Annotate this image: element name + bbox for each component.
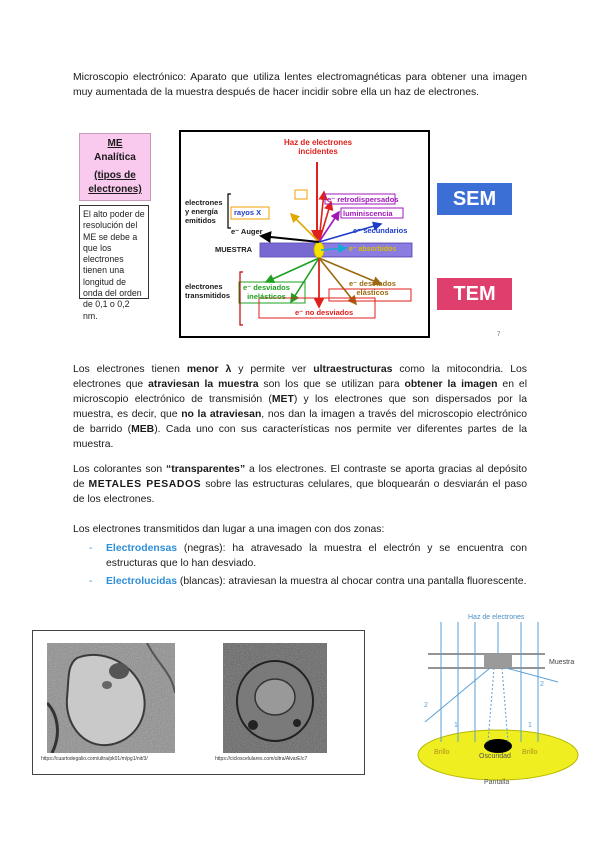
me-types-line1: (tipos de xyxy=(94,170,136,181)
resolution-note: El alto poder de resolución del ME se debe a que los electrones tienen una longitud de onda del orden de 0,1 o 0,2 nm. xyxy=(79,205,149,299)
tem-ray-number: 1 xyxy=(454,722,458,729)
micrograph-right-caption: https://cicloscelulares.com/ultra/AlvarE/c7 xyxy=(215,756,308,762)
electron-interaction-diagram xyxy=(179,130,430,338)
tem-sample-label: Muestra xyxy=(549,659,575,666)
me-subtitle: Analítica xyxy=(94,152,136,163)
zones-list xyxy=(73,542,527,594)
luminescence-label: luminiscencia xyxy=(343,209,393,218)
emitted-label: electrones y energía emitidos xyxy=(185,198,223,225)
me-types-line2: electrones) xyxy=(88,184,142,195)
transmitted-label: electrones transmitidos xyxy=(185,282,231,300)
tem-ray-number: 2 xyxy=(424,702,428,709)
tem-ray-number: 1 xyxy=(528,722,532,729)
intro-paragraph: Microscopio electrónico: Aparato que utiliza lentes electromagnéticas para obtener una imagen muy aumentada de la muestra después de hacer incidir sobre ella un haz de electrones. xyxy=(73,72,527,98)
specimen-label: MUESTRA xyxy=(215,245,253,254)
inelastic-label: e⁻ desviados inelásticos xyxy=(243,283,290,301)
backscattered-label: e⁻ retrodispersados xyxy=(327,195,399,204)
auger-label: e⁻ Auger xyxy=(231,227,263,236)
undeflected-label: e⁻ no desviados xyxy=(295,308,354,317)
tem-ray-number: 2 xyxy=(540,681,544,688)
sem-badge: SEM xyxy=(437,183,512,215)
paragraph-electrons: Los electrones tienen menor λ y permite ver ultraestructuras como la mitocondria. Los electrones que atraviesan la muestra son los que se utilizan para obtener la imagen en el microscopio electrónico de transmisión (MET) y los electrones que son dispersados por la muestra, es decir, que no la atraviesan, nos dan la imagen a través del microscopio electrónico de barrido (MEB). Cada uno con sus características nos permite ver diferentes partes de la muestra. xyxy=(73,364,527,450)
micrograph-right-image xyxy=(223,643,327,753)
xrays-label: rayos X xyxy=(234,208,262,217)
incident-beam-label: Haz de electrones incidentes xyxy=(283,138,353,156)
slide-number: 7 xyxy=(497,332,501,338)
paragraph-zones: Los electrones transmitidos dan lugar a una imagen con dos zonas: xyxy=(73,524,385,535)
tem-dark-label: Oscuridad xyxy=(479,753,511,760)
list-item: - Electrodensas (negras): ha atravesado la muestra el electrón y se encuentra con estructuras que lo han desviado. xyxy=(73,542,527,571)
micrograph-left-image xyxy=(47,643,175,753)
list-item: - Electrolucidas (blancas): atraviesan la muestra al chocar contra una pantalla fluorescente. xyxy=(73,575,527,590)
tem-contrast-diagram xyxy=(410,612,585,790)
tem-bright-left-label: Brillo xyxy=(434,749,450,756)
tem-bright-right-label: Brillo xyxy=(522,749,538,756)
me-title: ME xyxy=(107,138,123,149)
tem-beam-label: Haz de electrones xyxy=(468,614,525,621)
tem-badge: TEM xyxy=(437,278,512,310)
elastic-label: e⁻ desviados elásticos xyxy=(349,279,396,297)
me-analitica-box xyxy=(79,133,151,201)
absorbed-label: e⁻ absorbidos xyxy=(349,246,397,253)
micrograph-left-caption: https://cuartodegalio.com/ultra/pk01/m/pg1/nit/3/ xyxy=(41,756,148,762)
micrograph-panel xyxy=(32,630,365,775)
paragraph-colorants: Los colorantes son “transparentes” a los electrones. El contraste se aporta gracias al depósito de METALES PESADOS sobre las estructuras celulares, que bloquearán o desviarán el paso de los electrones. xyxy=(73,464,527,505)
secondary-label: e⁻ secundarios xyxy=(353,226,408,235)
tem-screen-label: Pantalla xyxy=(484,779,510,786)
